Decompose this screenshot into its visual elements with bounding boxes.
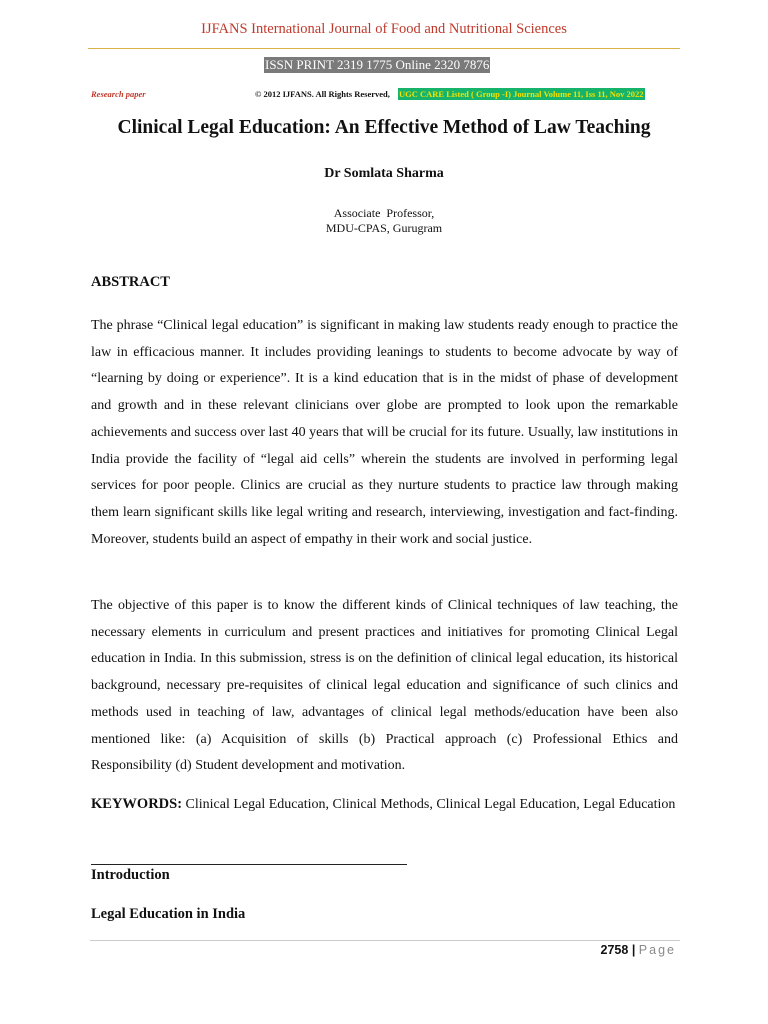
author-affiliation [0, 206, 768, 236]
paper-type-label: Research paper [91, 89, 146, 99]
journal-title: IJFANS International Journal of Food and Nutritional Sciences [201, 21, 567, 37]
author-name: Dr Somlata Sharma [324, 166, 444, 181]
section-heading-legal-education: Legal Education in India [91, 906, 246, 922]
ugc-care-badge: UGC CARE Listed ( Group -I) Journal Volume 11, Iss 11, Nov 2022 [399, 89, 644, 99]
abstract-heading: ABSTRACT [91, 274, 170, 290]
footer-separator: | [628, 943, 639, 957]
abstract-paragraph: The phrase “Clinical legal education” is significant in making law students ready enough to practice the law in efficacious manner. It includes providing leanings to students to become advocate by way of “learning by doing or experience”. It is a kind education that is in the midst of phase of development and growth and in these relevant clinicians over globe are prompted to look upon the remarkable achievements and success over last 40 years that will be crucial for its future. Usually, law institutions in India provide the facility of “legal aid cells” wherein the students are involved in performing legal services for poor people. Clinics are crucial as they nurture students to practice law through making them learn significant skills like legal writing and research, interviewing, investigation and fact-finding. Moreover, students build an aspect of empathy in their work and social justice. [91, 318, 678, 547]
issn-banner: ISSN PRINT 2319 1775 Online 2320 7876 [265, 57, 490, 72]
footnote-divider [91, 864, 407, 865]
paper-title: Clinical Legal Education: An Effective Method of Law Teaching [117, 117, 651, 138]
keywords-text: Clinical Legal Education, Clinical Methods, Clinical Legal Education, Legal Education [182, 797, 676, 812]
abstract-paragraph: The objective of this paper is to know the different kinds of Clinical techniques of law teaching, the necessary elements in curriculum and present practices and initiatives for promoting Clinical Legal education in India. In this submission, stress is on the definition of clinical legal education, its historical background, necessary pre-requisites of clinical legal education and significance of such clinics and methods used in teaching of law, advantages of clinical legal methods/education have been also mentioned like: (a) Acquisition of skills (b) Practical approach (c) Professional Ethics and Responsibility (d) Student development and motivation. [91, 598, 678, 774]
section-heading-introduction: Introduction [91, 867, 170, 883]
page-label: Page [638, 943, 676, 957]
footer-rule [90, 940, 680, 941]
page-number: 2758 [600, 943, 629, 957]
page-footer [601, 943, 676, 957]
copyright-notice: © 2012 IJFANS. All Rights Reserved, [255, 89, 390, 99]
affiliation-position: Associate Professor, [333, 206, 435, 220]
affiliation-institution: MDU-CPAS, Gurugram [325, 221, 443, 235]
header-rule [88, 48, 680, 49]
keywords-label: KEYWORDS: [91, 796, 183, 812]
keywords-block [91, 791, 678, 819]
